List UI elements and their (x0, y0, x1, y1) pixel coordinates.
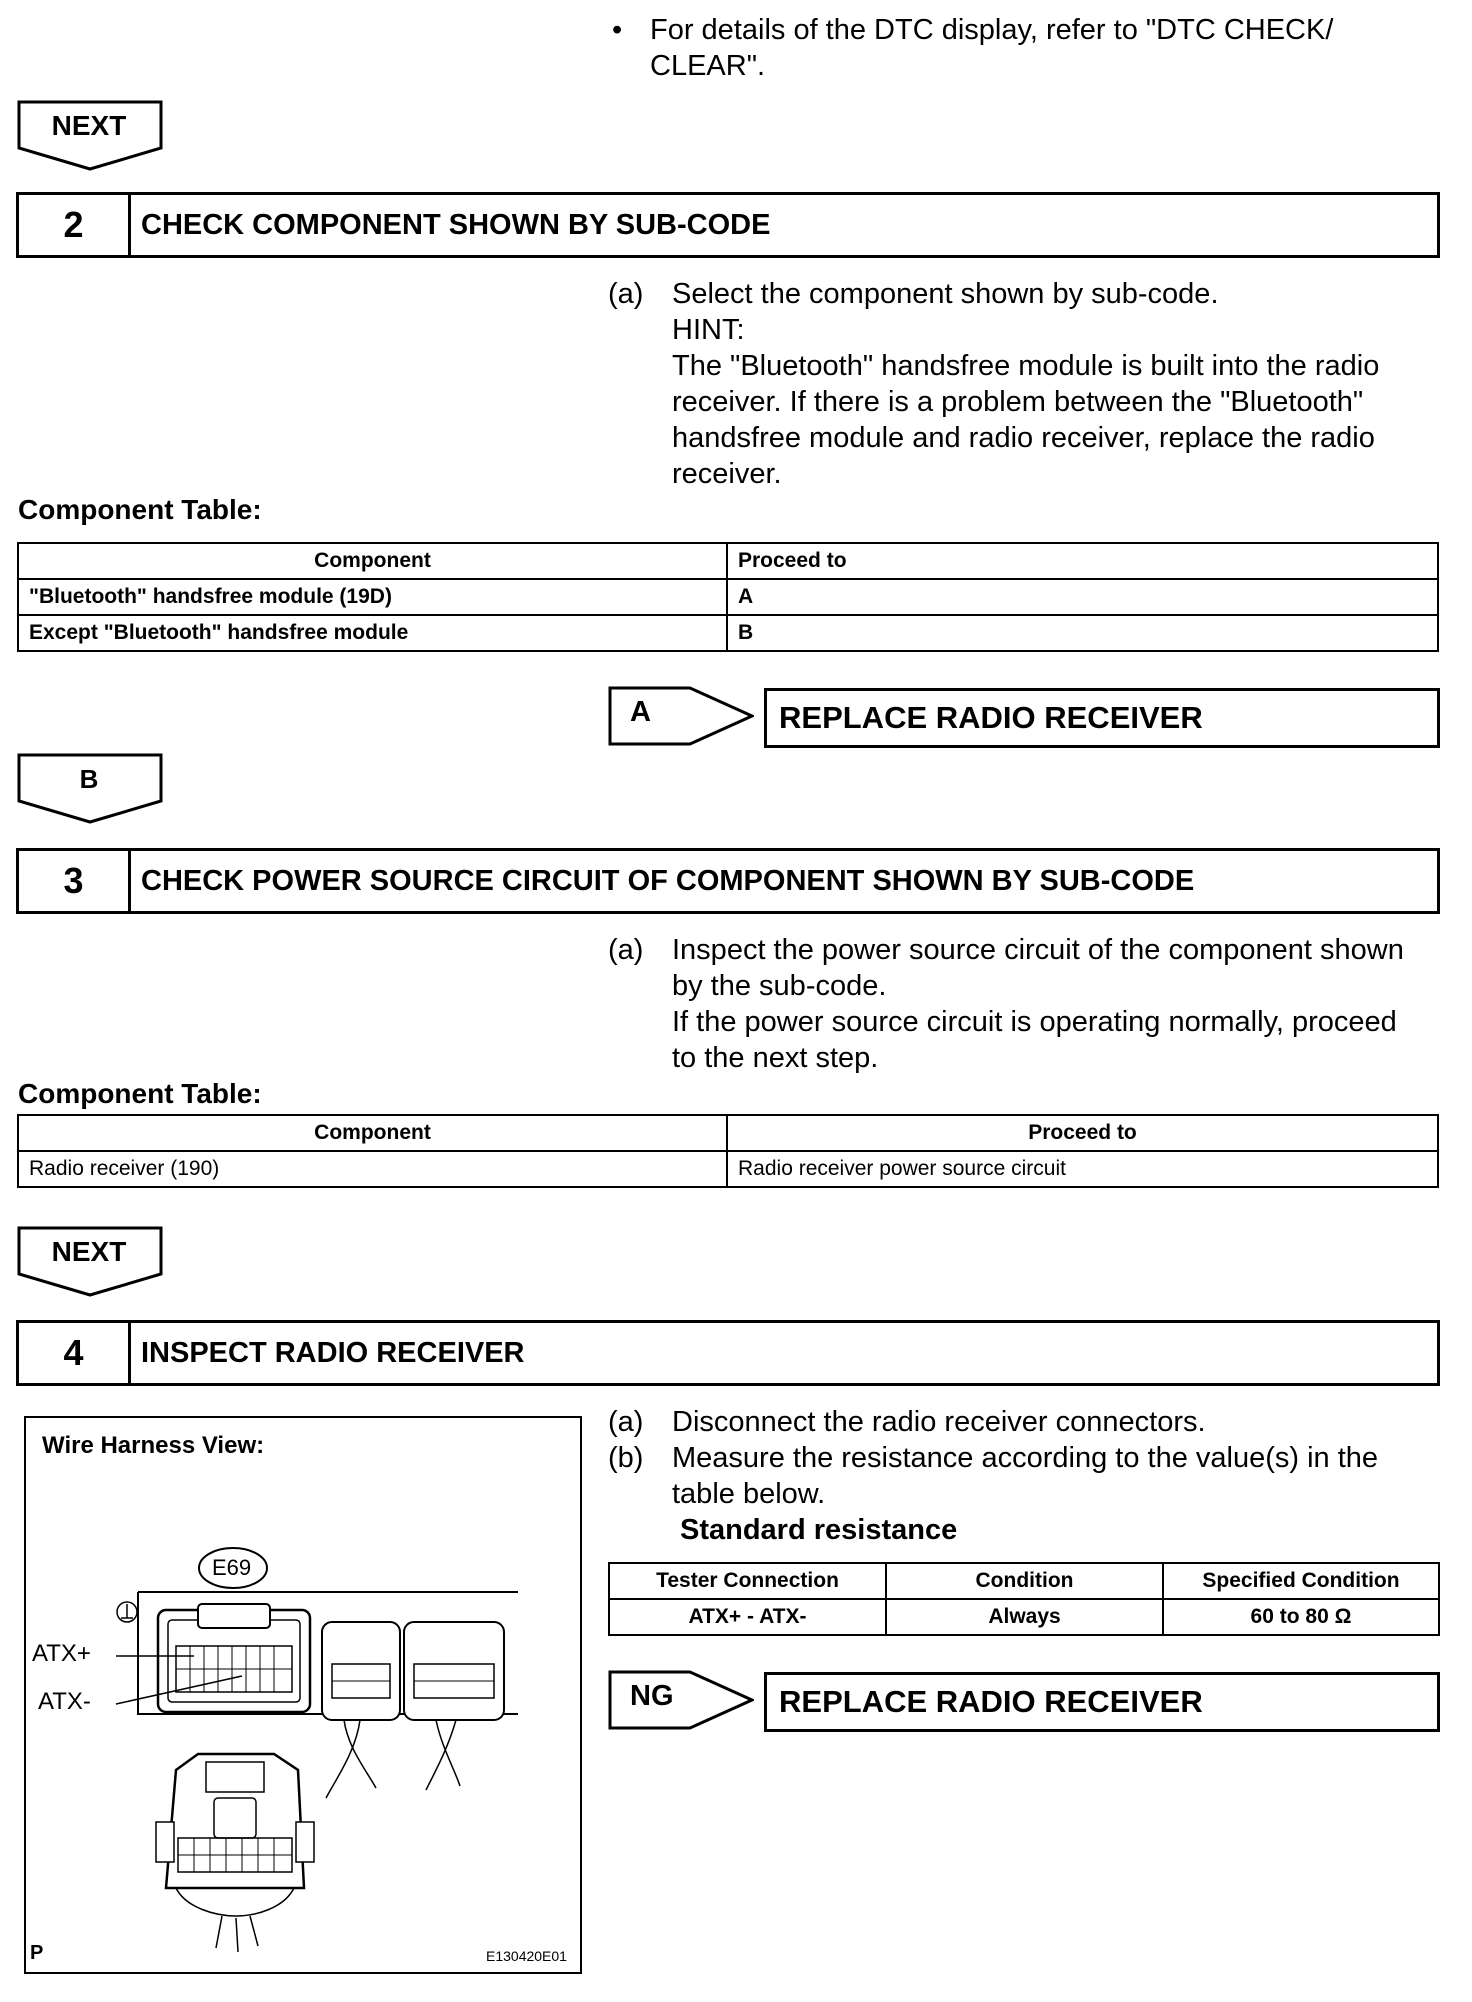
table-cell: 60 to 80 Ω (1163, 1599, 1439, 1635)
step-4-item-a-marker: (a) (608, 1406, 644, 1438)
step-3-title: CHECK POWER SOURCE CIRCUIT OF COMPONENT SHOWN BY SUB-CODE (141, 864, 1195, 897)
figure-title: Wire Harness View: (42, 1432, 265, 1459)
table-row (18, 1151, 1438, 1187)
table-header: Condition (886, 1563, 1163, 1599)
table-header: Component (18, 1115, 727, 1151)
standard-resistance-title: Standard resistance (680, 1514, 958, 1546)
table-cell: A (727, 579, 1438, 615)
next-button-1[interactable] (17, 100, 163, 172)
table-header: Proceed to (727, 1115, 1438, 1151)
table-cell: Radio receiver power source circuit (727, 1151, 1438, 1187)
step-3-table-title: Component Table: (18, 1078, 262, 1109)
step-4-item-b-line: Measure the resistance according to the value(s) in the (672, 1442, 1379, 1474)
result-a-label: A (630, 696, 651, 728)
connector-label: E69 (212, 1555, 252, 1580)
table-header: Proceed to (727, 543, 1438, 579)
pin-label-atx-minus: ATX- (38, 1688, 91, 1715)
step-4-number: 4 (19, 1323, 131, 1383)
intro-bullet-line1: For details of the DTC display, refer to "DTC CHECK/ (650, 14, 1334, 46)
step-3-number: 3 (19, 851, 131, 911)
step-3-header (16, 848, 1440, 914)
result-a-tag[interactable] (608, 686, 754, 746)
table-cell: B (727, 615, 1438, 651)
table-header: Tester Connection (609, 1563, 886, 1599)
resistance-table (608, 1562, 1440, 1636)
step-4-item-b-line: table below. (672, 1478, 826, 1510)
table-cell: ATX+ - ATX- (609, 1599, 886, 1635)
step-3-component-table (17, 1114, 1439, 1188)
step-2-component-table (17, 542, 1439, 652)
step-3-item-a-line: If the power source circuit is operating normally, proceed (672, 1006, 1397, 1038)
table-row (18, 615, 1438, 651)
table-cell: Radio receiver (190) (18, 1151, 727, 1187)
table-cell: Except "Bluetooth" handsfree module (18, 615, 727, 651)
table-cell: Always (886, 1599, 1163, 1635)
next-label: NEXT (51, 1236, 127, 1267)
step-3-item-a-line: Inspect the power source circuit of the component shown (672, 934, 1404, 966)
step-2-header (16, 192, 1440, 258)
pin-label-atx-plus: ATX+ (32, 1640, 91, 1667)
result-ng-tag[interactable] (608, 1670, 754, 1730)
step-2-number: 2 (19, 195, 131, 255)
step-3-item-a-marker: (a) (608, 934, 644, 966)
step-2-item-a-line: receiver. If there is a problem between the "Bluetooth" (672, 386, 1364, 418)
intro-bullet-line2: CLEAR". (650, 50, 766, 82)
intro-bullet-marker: • (612, 14, 623, 46)
table-row (18, 579, 1438, 615)
step-4-item-b-marker: (b) (608, 1442, 644, 1474)
step-4-header (16, 1320, 1440, 1386)
figure-corner-mark: P (30, 1942, 44, 1964)
table-header: Component (18, 543, 727, 579)
result-ng-box: REPLACE RADIO RECEIVER (764, 1672, 1440, 1732)
step-2-title: CHECK COMPONENT SHOWN BY SUB-CODE (141, 208, 771, 241)
wire-harness-figure (24, 1416, 582, 1974)
step-4-item-a-text: Disconnect the radio receiver connectors. (672, 1406, 1206, 1438)
step-2-item-a-line: HINT: (672, 314, 745, 346)
next-label: NEXT (51, 110, 127, 141)
result-ng-label: NG (630, 1680, 674, 1712)
step-2-item-a-line: receiver. (672, 458, 782, 490)
table-header: Specified Condition (1163, 1563, 1439, 1599)
step-2-item-a-line: handsfree module and radio receiver, replace the radio (672, 422, 1375, 454)
step-2-table-title: Component Table: (18, 494, 262, 525)
connector-illustration (26, 1418, 580, 1972)
step-2-item-a-line: Select the component shown by sub-code. (672, 278, 1219, 310)
table-row (609, 1599, 1439, 1635)
b-button[interactable] (17, 753, 163, 825)
next-button-2[interactable] (17, 1226, 163, 1298)
table-cell: "Bluetooth" handsfree module (19D) (18, 579, 727, 615)
figure-code: E130420E01 (486, 1948, 567, 1964)
step-3-item-a-line: to the next step. (672, 1042, 879, 1074)
step-3-item-a-line: by the sub-code. (672, 970, 887, 1002)
step-2-item-a-marker: (a) (608, 278, 644, 310)
b-label: B (79, 764, 99, 794)
step-2-item-a-line: The "Bluetooth" handsfree module is built into the radio (672, 350, 1380, 382)
result-a-box: REPLACE RADIO RECEIVER (764, 688, 1440, 748)
step-4-title: INSPECT RADIO RECEIVER (141, 1336, 525, 1369)
